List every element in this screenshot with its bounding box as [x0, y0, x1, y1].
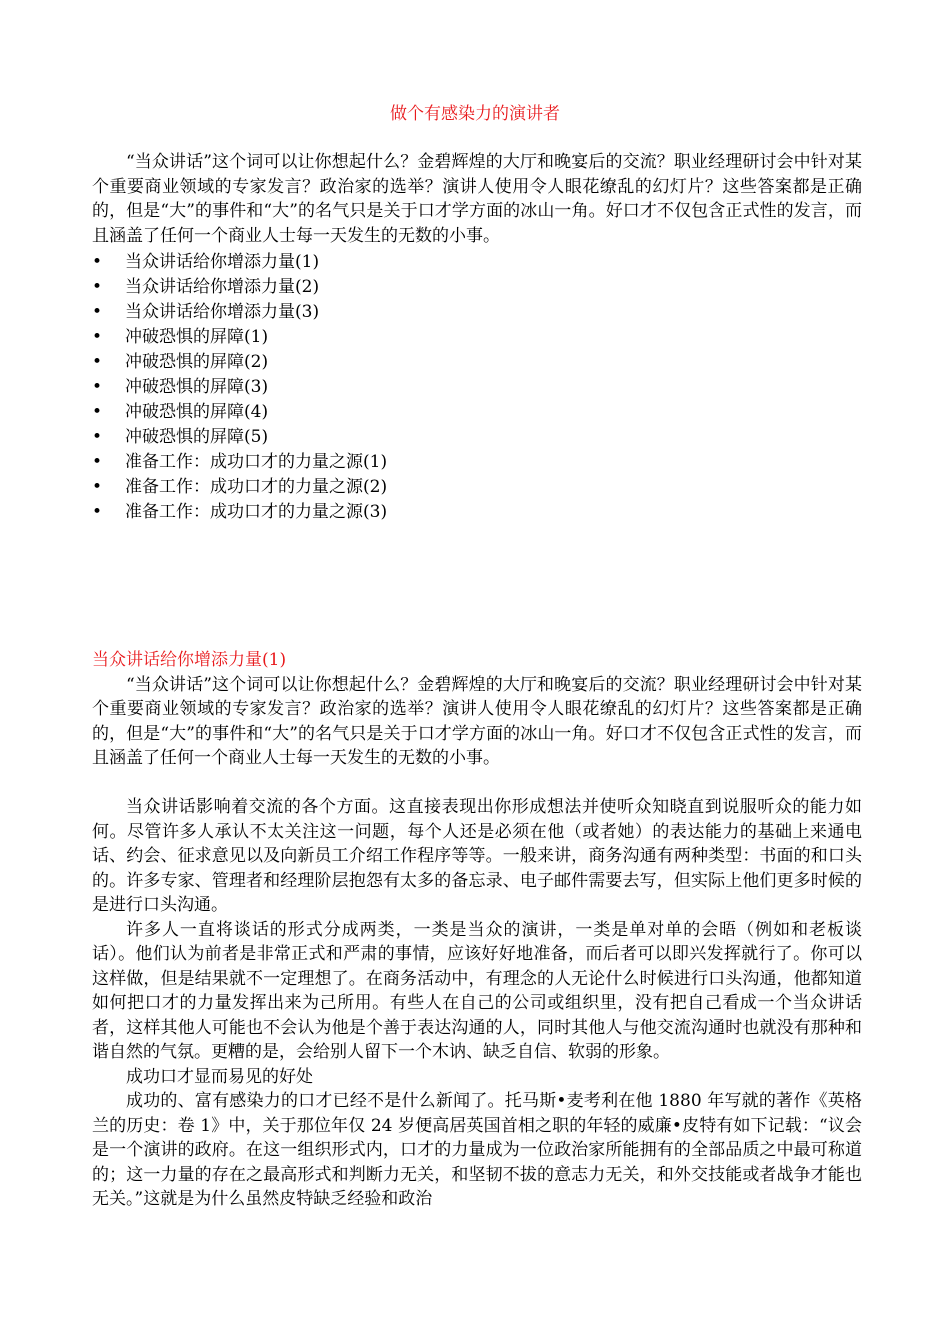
toc-item[interactable] [92, 300, 792, 325]
section-paragraph: 许多人一直将谈话的形式分成两类，一类是当众的演讲，一类是单对单的会晤（例如和老板谈话）。他们认为前者是非常正式和严肃的事情，应该好好地准备，而后者可以即兴发挥就行了。你可以这样做，但是结果就不一定理想了。在商务活动中，有理念的人无论什么时候进行口头沟通，他都知道如何把口才的力量发挥出来为己所用。有些人在自己的公司或组织里，没有把自己看成一个当众讲话者，这样其他人可能也不会认为他是个善于表达沟通的人，同时其他人与他交流沟通时也就没有那种和谐自然的气氛。更糟的是，会给别人留下一个木讷、缺乏自信、软弱的形象。 [92, 919, 862, 1062]
intro-paragraph: “当众讲话”这个词可以让你想起什么？金碧辉煌的大厅和晚宴后的交流？职业经理研讨会中针对某个重要商业领域的专家发言？政治家的选举？演讲人使用令人眼花缭乱的幻灯片？这些答案都是正确的，但是“大”的事件和“大”的名气只是关于口才学方面的冰山一角。好口才不仅包含正式性的发言，而且涵盖了任何一个商业人士每一天发生的无数的小事。 [92, 152, 862, 246]
toc-item[interactable] [92, 450, 792, 475]
toc-item[interactable] [92, 425, 792, 450]
bullet-icon: • [92, 477, 103, 497]
toc-item-label: 当众讲话给你增添力量(3) [125, 302, 320, 322]
toc-item-label: 当众讲话给你增添力量(2) [125, 277, 320, 297]
bullet-icon: • [92, 502, 103, 522]
toc-item[interactable] [92, 275, 792, 300]
section-heading: 当众讲话给你增添力量(1) [92, 650, 287, 670]
section-paragraph: “当众讲话”这个词可以让你想起什么？金碧辉煌的大厅和晚宴后的交流？职业经理研讨会中针对某个重要商业领域的专家发言？政治家的选举？演讲人使用令人眼花缭乱的幻灯片？这些答案都是正确的，但是“大”的事件和“大”的名气只是关于口才学方面的冰山一角。好口才不仅包含正式性的发言，而且涵盖了任何一个商业人士每一天发生的无数的小事。 [92, 674, 862, 768]
bullet-icon: • [92, 327, 103, 347]
toc-item[interactable] [92, 500, 792, 525]
toc-item-label: 冲破恐惧的屏障(3) [125, 377, 269, 397]
section-subheading: 成功口才显而易见的好处 [126, 1066, 313, 1087]
toc-item-label: 冲破恐惧的屏障(5) [125, 427, 269, 447]
section-body [92, 648, 862, 1212]
toc-item-label: 准备工作：成功口才的力量之源(2) [125, 477, 388, 497]
toc-item[interactable] [92, 350, 792, 375]
section-paragraph: 成功的、富有感染力的口才已经不是什么新闻了。托马斯•麦考利在他 1880 年写就的著作《英格兰的历史：卷 1》中，关于那位年仅 24 岁便高居英国首相之职的年轻的威廉•皮特有如下记载：“议会是一个演讲的政府。在这一组织形式内，口才的力量成为一位政治家所能拥有的全部品质之中最可称道的；这一力量的存在之最高形式和判断力无关，和坚韧不拔的意志力无关，和外交技能或者战争才能也无关。”这就是为什么虽然皮特缺乏经验和政治 [92, 1091, 862, 1209]
toc-item-label: 冲破恐惧的屏障(4) [125, 402, 269, 422]
bullet-icon: • [92, 452, 103, 472]
toc-item[interactable] [92, 475, 792, 500]
bullet-icon: • [92, 402, 103, 422]
toc-item-label: 冲破恐惧的屏障(2) [125, 352, 269, 372]
bullet-icon: • [92, 302, 103, 322]
toc-item[interactable] [92, 375, 792, 400]
toc-item[interactable] [92, 250, 792, 275]
toc-item-label: 准备工作：成功口才的力量之源(3) [125, 502, 388, 522]
toc-item-label: 冲破恐惧的屏障(1) [125, 327, 269, 347]
bullet-icon: • [92, 377, 103, 397]
intro-block [92, 150, 862, 248]
toc-item-label: 准备工作：成功口才的力量之源(1) [125, 452, 388, 472]
toc-item[interactable] [92, 325, 792, 350]
document-title: 做个有感染力的演讲者 [390, 104, 560, 124]
table-of-contents [92, 250, 792, 525]
paragraph-gap [92, 771, 862, 796]
section-paragraph: 当众讲话影响着交流的各个方面。这直接表现出你形成想法并使听众知晓直到说服听众的能力如何。尽管许多人承认不太关注这一问题，每个人还是必须在他（或者她）的表达能力的基础上来通电话、约会、征求意见以及向新员工介绍工作程序等等。一般来讲，商务沟通有两种类型：书面的和口头的。许多专家、管理者和经理阶层抱怨有太多的备忘录、电子邮件需要去写，但实际上他们更多时候的是进行口头沟通。 [92, 797, 862, 915]
bullet-icon: • [92, 352, 103, 372]
bullet-icon: • [92, 277, 103, 297]
bullet-icon: • [92, 427, 103, 447]
toc-item[interactable] [92, 400, 792, 425]
toc-item-label: 当众讲话给你增添力量(1) [125, 252, 320, 272]
bullet-icon: • [92, 252, 103, 272]
